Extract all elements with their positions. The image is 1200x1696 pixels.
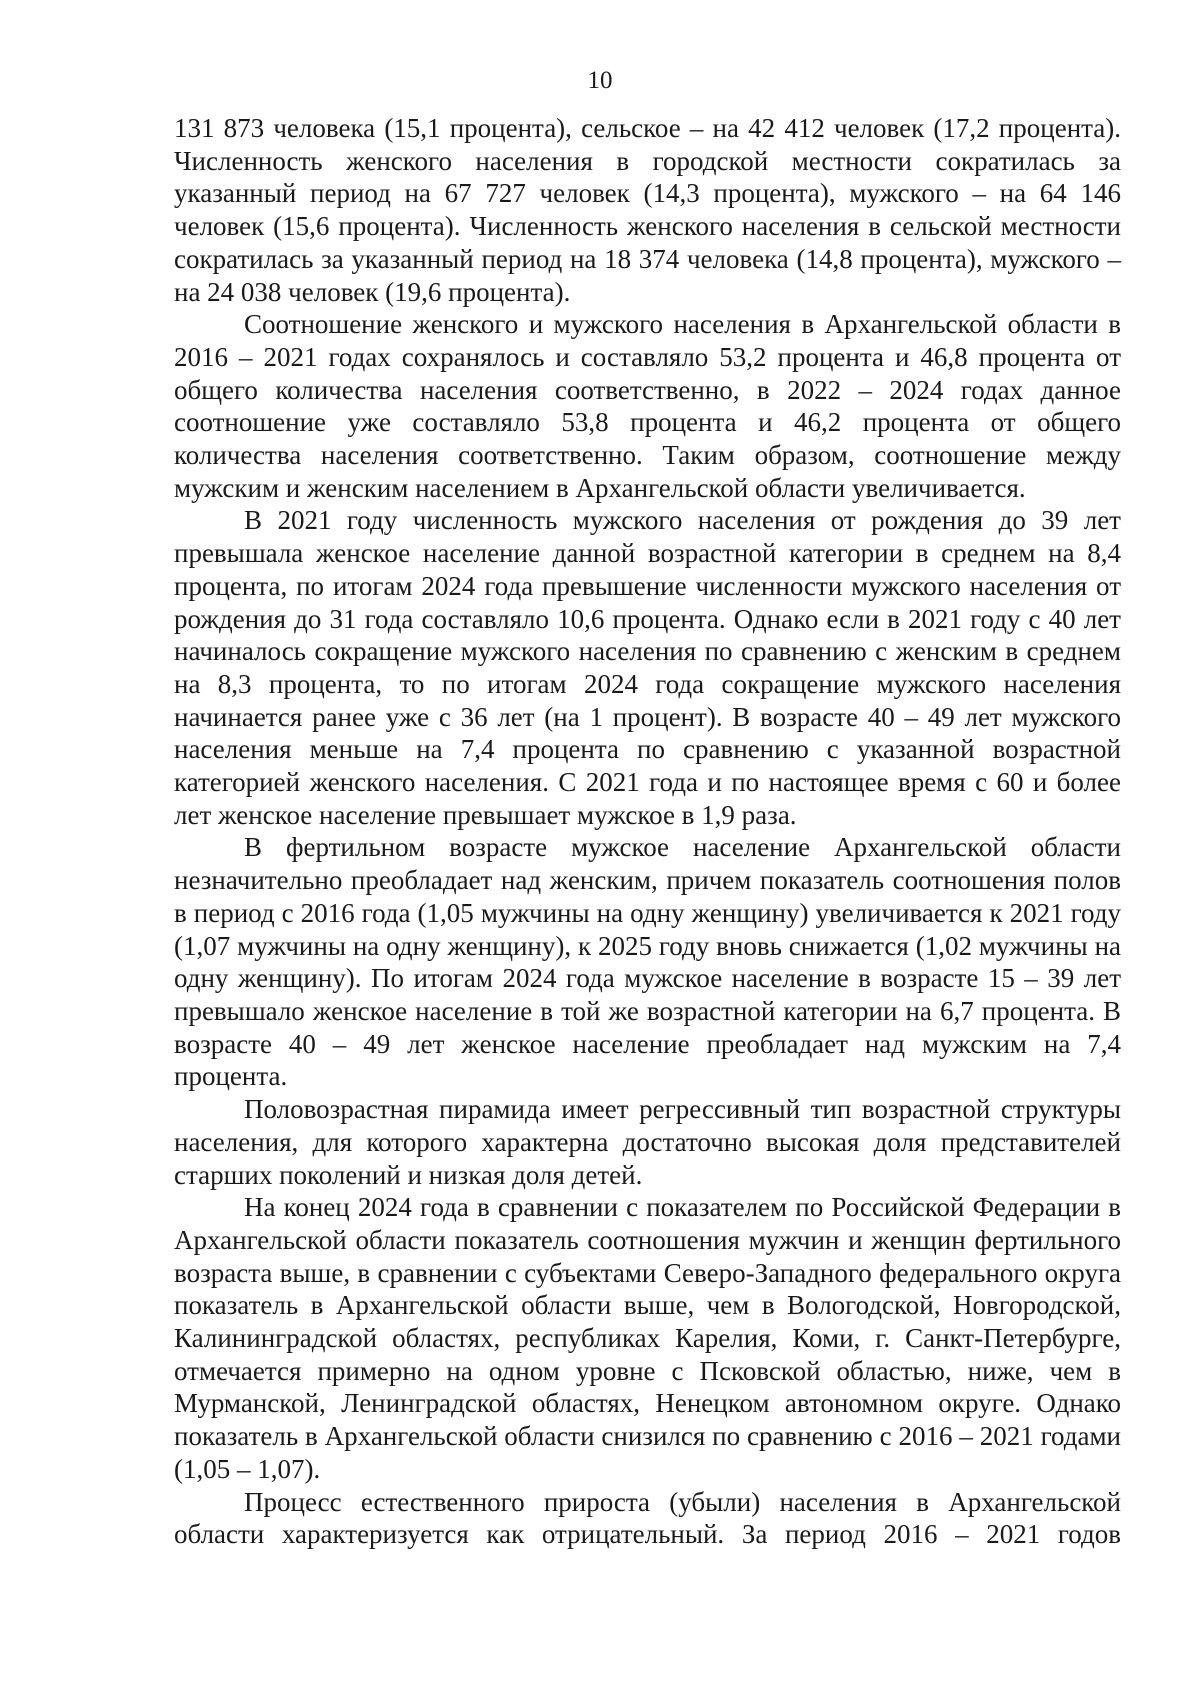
paragraph-7: Процесс естественного прироста (убыли) населения в Архангельской области характеризуется как отрицательный. За период 2016 – 2021 годов bbox=[174, 1486, 1121, 1550]
document-body bbox=[174, 112, 1121, 1551]
paragraph-4: В фертильном возрасте мужское население Архангельской области незначительно преобладает над женским, причем показатель соотношения полов в период с 2016 года (1,05 мужчины на одну женщину) увеличивается к 2021 году (1,07 мужчины на одну женщину), к 2025 году вновь снижается (1,02 мужчины на одну женщину). По итогам 2024 года мужское население в возрасте 15 – 39 лет превышало женское население в той же возрастной категории на 6,7 процента. В возрасте 40 – 49 лет женское население преобладает над мужским на 7,4 процента. bbox=[174, 832, 1121, 1092]
paragraph-6: На конец 2024 года в сравнении с показателем по Российской Федерации в Архангельской области показатель соотношения мужчин и женщин фертильного возраста выше, в сравнении с субъектами Северо-Западного федерального округа показатель в Архангельской области выше, чем в Вологодской, Новгородской, Калининградской областях, республиках Карелия, Коми, г. Санкт-Петербурге, отмечается примерно на одном уровне с Псковской областью, ниже, чем в Мурманской, Ленинградской областях, Ненецком автономном округе. Однако показатель в Архангельской области снизился по сравнению с 2016 – 2021 годами (1,05 – 1,07). bbox=[174, 1192, 1121, 1484]
paragraph-3: В 2021 году численность мужского населения от рождения до 39 лет превышала женское население данной возрастной категории в среднем на 8,4 процента, по итогам 2024 года превышение численности мужского населения от рождения до 31 года составляло 10,6 процента. Однако если в 2021 году с 40 лет начиналось сокращение мужского населения по сравнению с женским в среднем на 8,3 процента, то по итогам 2024 года сокращение мужского населения начинается ранее уже с 36 лет (на 1 процент). В возрасте 40 – 49 лет мужского населения меньше на 7,4 процента по сравнению с указанной возрастной категорией женского населения. С 2021 года и по настоящее время с 60 и более лет женское население превышает мужское в 1,9 раза. bbox=[174, 505, 1121, 830]
page-number: 10 bbox=[587, 67, 613, 94]
paragraph-1: 131 873 человека (15,1 процента), сельское – на 42 412 человек (17,2 процента). Численность женского населения в городской местности сократилась за указанный период на 67 727 человек (14,3 процента), мужского – на 64 146 человек (15,6 процента). Численность женского населения в сельской местности сократилась за указанный период на 18 374 человека (14,8 процента), мужского – на 24 038 человек (19,6 процента). bbox=[174, 113, 1121, 307]
paragraph-2: Соотношение женского и мужского населения в Архангельской области в 2016 – 2021 годах сохранялось и составляло 53,2 процента и 46,8 процента от общего количества населения соответственно, в 2022 – 2024 годах данное соотношение уже составляло 53,8 процента и 46,2 процента от общего количества населения соответственно. Таким образом, соотношение между мужским и женским населением в Архангельской области увеличивается. bbox=[174, 309, 1121, 503]
paragraph-5: Половозрастная пирамида имеет регрессивный тип возрастной структуры населения, для которого характерна достаточно высокая доля представителей старших поколений и низкая доля детей. bbox=[174, 1094, 1121, 1190]
